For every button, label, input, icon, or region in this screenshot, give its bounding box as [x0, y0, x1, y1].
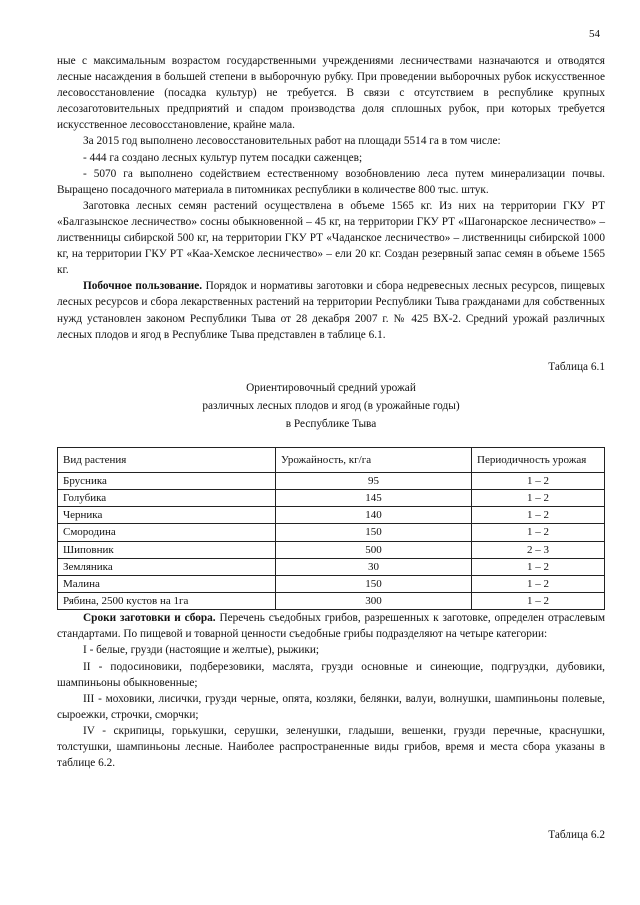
cell-periodicity: 1 – 2 [472, 524, 605, 541]
header-plant-type: Вид растения [58, 447, 276, 472]
cell-yield: 300 [276, 593, 472, 610]
paragraph-side-use [57, 278, 605, 342]
header-periodicity: Периодичность урожая [472, 447, 605, 472]
mushroom-category-2: II - подосиновики, подберезовики, маслята, грузди основные и синеющие, подгруздки, дубовики, шампиньоны обыкновенные; [57, 660, 605, 689]
cell-periodicity: 2 – 3 [472, 541, 605, 558]
cell-plant: Рябина, 2500 кустов на 1га [58, 593, 276, 610]
page-number: 54 [589, 28, 600, 40]
cell-yield: 140 [276, 507, 472, 524]
cell-yield: 150 [276, 575, 472, 592]
cell-plant: Голубика [58, 489, 276, 506]
cell-periodicity: 1 – 2 [472, 575, 605, 592]
header-yield: Урожайность, кг/га [276, 447, 472, 472]
harvest-text: Перечень съедобных грибов, разрешенных к заготовке, определен отраслевым стандартами. По пищевой и товарной ценности съедобные грибы подразделяют на четыре категории: [57, 612, 605, 641]
table-header-row [58, 447, 605, 472]
cell-yield: 30 [276, 558, 472, 575]
cell-plant: Земляника [58, 558, 276, 575]
table-row [58, 472, 605, 489]
cell-periodicity: 1 – 2 [472, 507, 605, 524]
cell-yield: 150 [276, 524, 472, 541]
table-caption: Таблица 6.1 [548, 360, 605, 373]
table-title-line: различных лесных плодов и ягод (в урожайные годы) [202, 399, 460, 412]
cell-yield: 500 [276, 541, 472, 558]
list-item-natural-renewal: - 5070 га выполнено содействием естественному возобновлению леса путем минерализации почвы. Выращено посадочного материала в питомниках республики в количестве 800 тыс. штук. [57, 167, 605, 196]
cell-plant: Малина [58, 575, 276, 592]
paragraph-seeds: Заготовка лесных семян растений осуществлена в объеме 1565 кг. Из них на территории ГКУ РТ «Балгазынское лесничество» сосны обыкновенной – 45 кг, на территории ГКУ РТ «Шагонарское лесничество» – лиственницы сибирской 500 кг, на территории ГКУ РТ «Чаданское лесничество» – лиственницы сибирской 1000 кг, на территории ГКУ РТ «Каа-Хемское лесничество» – ели 20 кг. Создан резервный запас семян в объеме 1565 кг. [57, 199, 605, 277]
paragraph-continuation: ные с максимальным возрастом государственными учреждениями лесничествами назначаются и отводятся лесные насаждения в большей степени в выборочную рубку. При проведении выборочных рубок искусственное лесовосстановление (посадка культур) не требуется. В связи с отсутствием в республике крупных лесозаготовительных предприятий и спадом производства доля сплошных рубок, при которых требуется искусственное лесовосстановление, крайне мала. [57, 55, 605, 132]
table-title-line: Ориентировочный средний урожай [246, 381, 416, 394]
table-row [58, 489, 605, 506]
table-row [58, 593, 605, 610]
mushroom-category-3: III - моховики, лисички, грузди черные, опята, козляки, белянки, валуи, волнушки, шампиньоны полевые, сыроежки, строчки, сморчки; [57, 692, 605, 721]
yield-table [57, 447, 605, 611]
cell-periodicity: 1 – 2 [472, 558, 605, 575]
cell-periodicity: 1 – 2 [472, 472, 605, 489]
harvest-heading: Сроки заготовки и сбора. [83, 612, 216, 625]
side-use-text: Порядок и нормативы заготовки и сбора недревесных лесных ресурсов, пищевых лесных ресурсов и сбора лекарственных растений на территории Республики Тыва гражданами для собственных нужд установлен законом Республики Тыва от 28 декабря 2007 г. № 425 ВХ-2. Средний урожай различных лесных плодов и ягод в Республике Тыва представлен в таблице 6.1. [57, 280, 605, 341]
table-row [58, 575, 605, 592]
cell-periodicity: 1 – 2 [472, 593, 605, 610]
table-row [58, 541, 605, 558]
table-row [58, 507, 605, 524]
paragraph-harvest [57, 610, 605, 642]
mushroom-category-1: I - белые, грузди (настоящие и желтые), рыжики; [83, 644, 320, 657]
cell-yield: 145 [276, 489, 472, 506]
side-use-heading: Побочное пользование. [83, 280, 203, 293]
list-item-cultures: - 444 га создано лесных культур путем посадки саженцев; [83, 151, 363, 164]
cell-plant: Брусника [58, 472, 276, 489]
cell-plant: Черника [58, 507, 276, 524]
paragraph-reforestation: За 2015 год выполнено лесовосстановительных работ на площади 5514 га в том числе: [83, 135, 501, 148]
cell-plant: Смородина [58, 524, 276, 541]
cell-plant: Шиповник [58, 541, 276, 558]
cell-yield: 95 [276, 472, 472, 489]
table-title-line: в Республике Тыва [285, 417, 377, 430]
next-table-caption: Таблица 6.2 [548, 829, 605, 841]
cell-periodicity: 1 – 2 [472, 489, 605, 506]
document-body [57, 53, 605, 771]
table-row [58, 558, 605, 575]
mushroom-category-4: IV - скрипицы, горькушки, серушки, зеленушки, гладыши, вешенки, грузди перечные, краснушки, толстушки, шампиньоны лесные. Наиболее распространенные виды грибов, время и места сбора указаны в таблице 6.2. [57, 724, 605, 770]
table-row [58, 524, 605, 541]
table-title [57, 379, 605, 433]
